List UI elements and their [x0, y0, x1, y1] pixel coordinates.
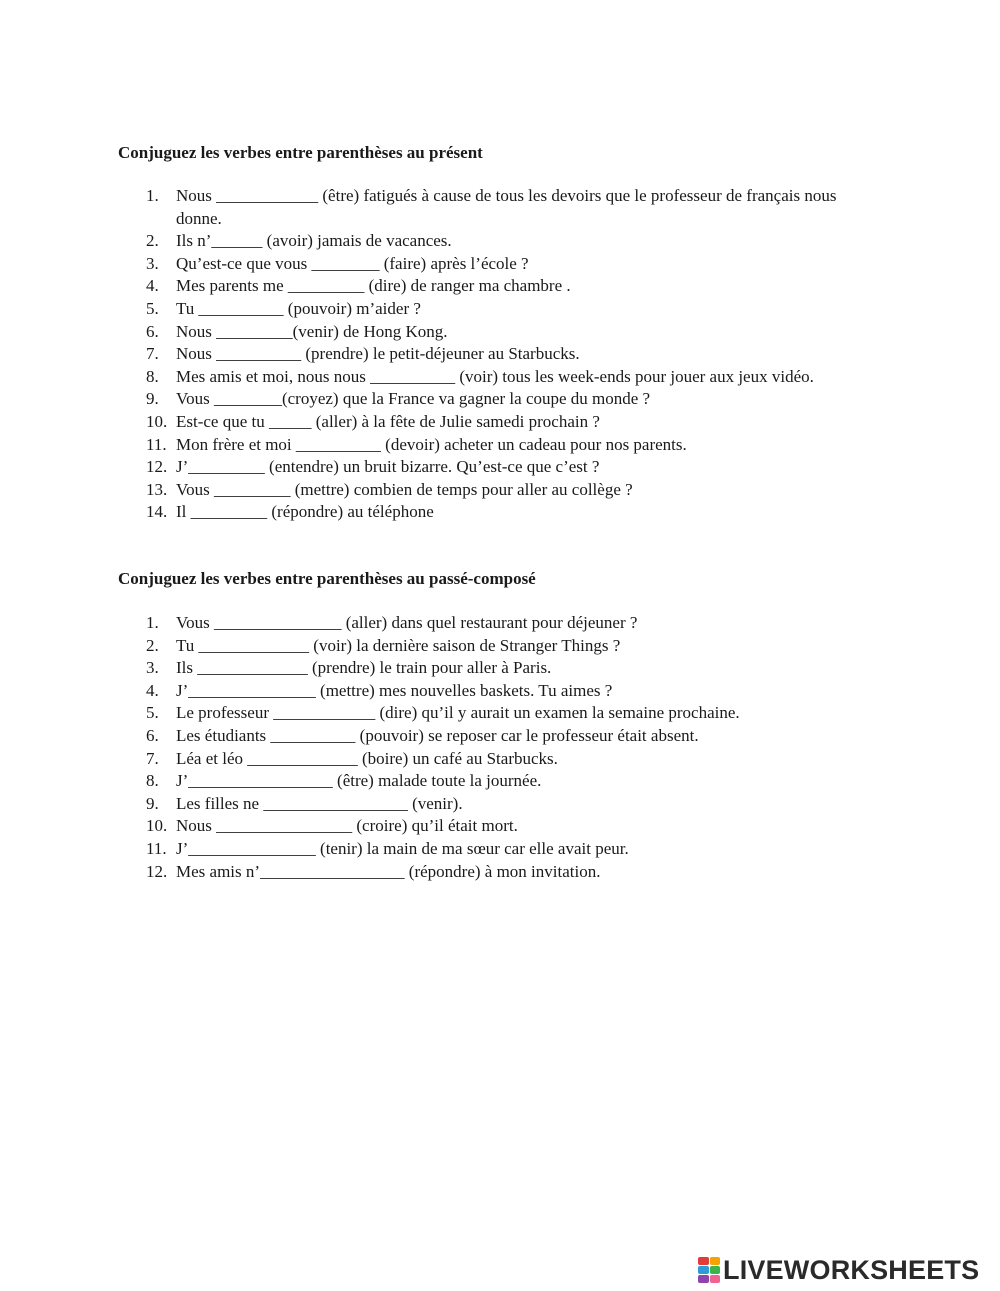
list-item: 4. J’_______________ (mettre) mes nouvelles baskets. Tu aimes ?: [146, 680, 613, 700]
list-item: 8. J’_________________ (être) malade toute la journée.: [146, 771, 542, 791]
section-title-present: Conjuguez les verbes entre parenthèses au présent: [118, 143, 483, 162]
list-item: 6. Les étudiants __________ (pouvoir) se reposer car le professeur était absent.: [146, 725, 699, 745]
list-item: 2. Tu _____________ (voir) la dernière saison de Stranger Things ?: [146, 635, 621, 655]
list-item: 11. Mon frère et moi __________ (devoir) acheter un cadeau pour nos parents.: [146, 434, 687, 454]
list-item: 5. Tu __________ (pouvoir) m’aider ?: [146, 298, 421, 318]
list-item: 1. Nous ____________ (être) fatigués à cause de tous les devoirs que le professeur de français nous donne.: [146, 186, 837, 228]
list-item: 8. Mes amis et moi, nous nous __________ (voir) tous les week-ends pour jouer aux jeux vidéo.: [146, 366, 814, 386]
list-item: 9. Les filles ne _________________ (venir).: [146, 793, 463, 813]
list-item: 2. Ils n’______ (avoir) jamais de vacances.: [146, 231, 452, 251]
logo-text: LIVEWORKSHEETS: [723, 1255, 980, 1285]
list-item: 3. Qu’est-ce que vous ________ (faire) après l’école ?: [146, 253, 529, 273]
list-item: 9. Vous ________(croyez) que la France va gagner la coupe du monde ?: [146, 389, 651, 409]
list-item: 10. Est-ce que tu _____ (aller) à la fête de Julie samedi prochain ?: [146, 411, 600, 431]
list-item: 3. Ils _____________ (prendre) le train pour aller à Paris.: [146, 658, 552, 678]
list-item: 6. Nous _________(venir) de Hong Kong.: [146, 321, 448, 341]
exercise-list-present: [146, 185, 866, 524]
list-item: 5. Le professeur ____________ (dire) qu’il y aurait un examen la semaine prochaine.: [146, 703, 740, 723]
list-item: 10. Nous ________________ (croire) qu’il était mort.: [146, 816, 518, 836]
liveworksheets-logo-icon: [698, 1257, 720, 1283]
list-item: 4. Mes parents me _________ (dire) de ranger ma chambre .: [146, 276, 571, 296]
section-title-passe-compose: Conjuguez les verbes entre parenthèses au passé-composé: [118, 569, 536, 588]
list-item: 1. Vous _______________ (aller) dans quel restaurant pour déjeuner ?: [146, 613, 638, 632]
list-item: 11. J’_______________ (tenir) la main de ma sœur car elle avait peur.: [146, 838, 629, 858]
list-item: 12. J’_________ (entendre) un bruit bizarre. Qu’est-ce que c’est ?: [146, 457, 600, 477]
list-item: 13. Vous _________ (mettre) combien de temps pour aller au collège ?: [146, 479, 633, 499]
list-item: 7. Léa et léo _____________ (boire) un café au Starbucks.: [146, 748, 558, 768]
list-item: 12. Mes amis n’_________________ (répondre) à mon invitation.: [146, 861, 601, 881]
list-item: 7. Nous __________ (prendre) le petit-déjeuner au Starbucks.: [146, 344, 580, 364]
exercise-list-passe-compose: [146, 612, 866, 883]
list-item: 14. Il _________ (répondre) au téléphone: [146, 502, 434, 522]
liveworksheets-logo: [698, 1256, 979, 1284]
